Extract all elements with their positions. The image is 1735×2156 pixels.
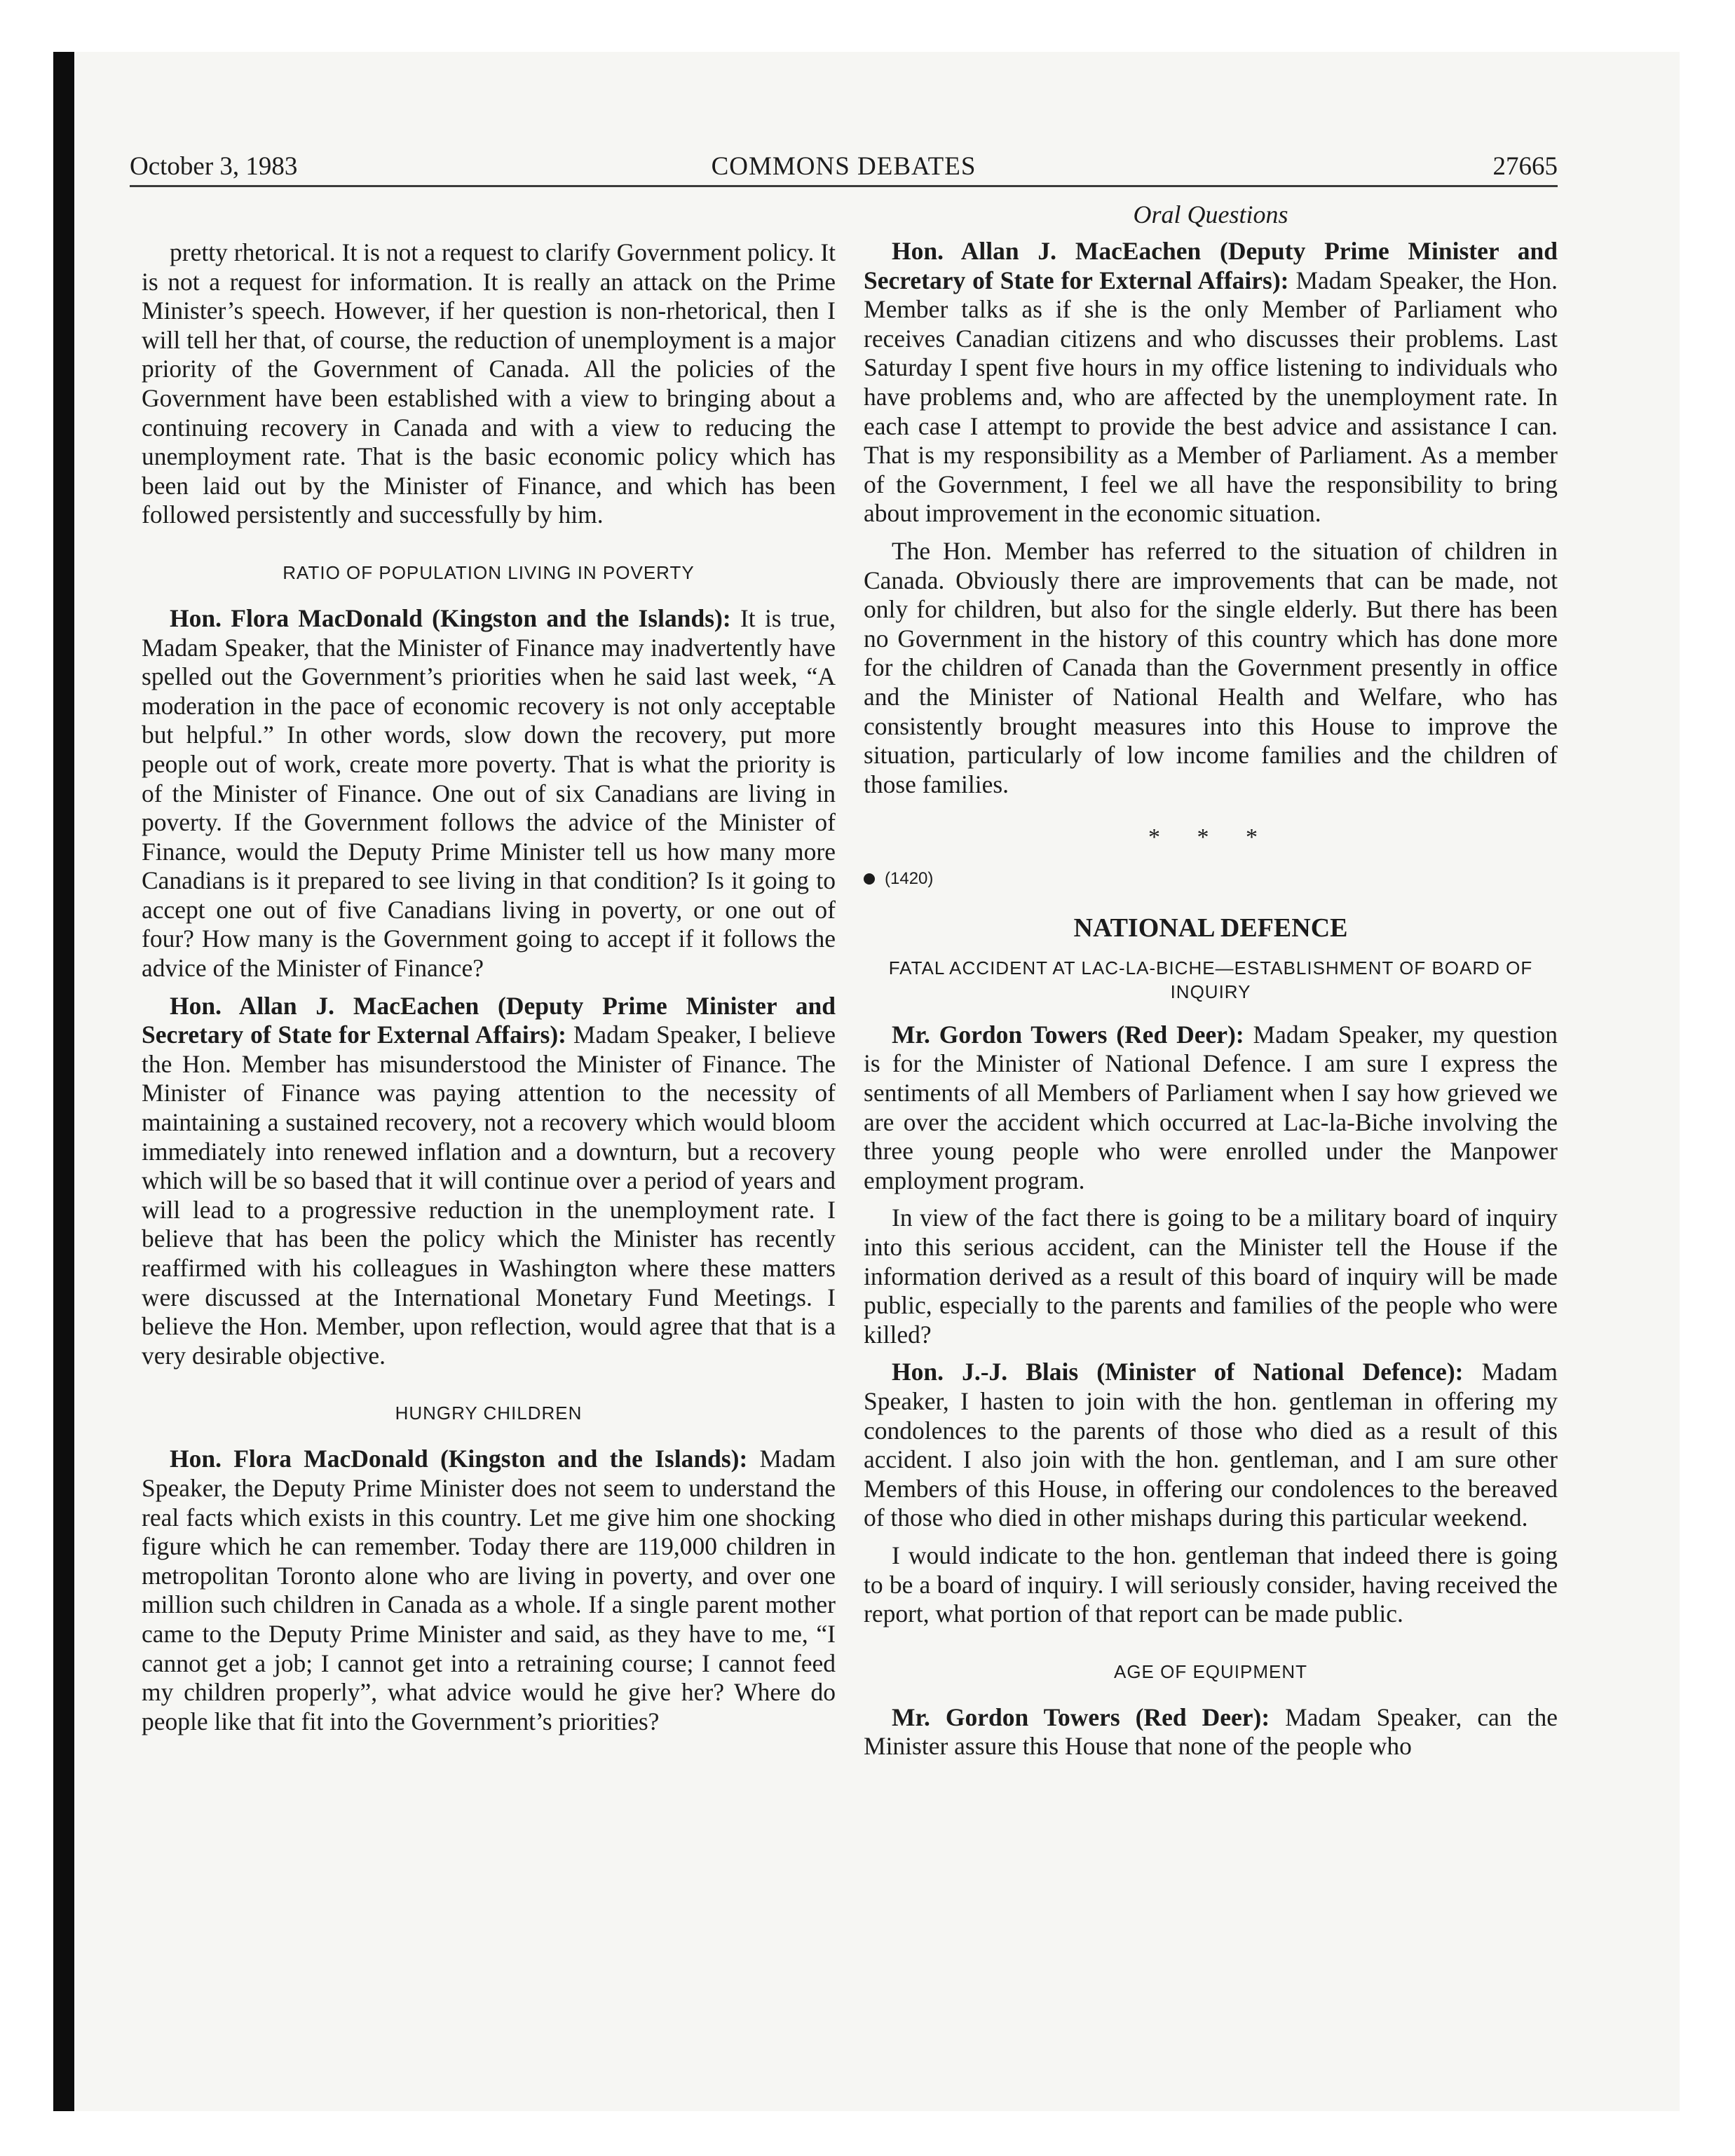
header-rule xyxy=(130,185,1558,187)
speaker-name: Mr. Gordon Towers (Red Deer): xyxy=(892,1020,1244,1049)
paragraph xyxy=(864,1703,1558,1761)
header-title: COMMONS DEBATES xyxy=(711,152,977,181)
speaker-name: Hon. Allan J. MacEachen (Deputy Prime Minister and Secretary of State for External Affairs): xyxy=(864,237,1558,294)
section-title: NATIONAL DEFENCE xyxy=(1073,913,1348,943)
speaker-name: Hon. Flora MacDonald (Kingston and the Islands): xyxy=(170,603,731,632)
speech-text: Madam Speaker, my question is for the Minister of National Defence. I am sure I express the sentiments of all Members of Parliament when I say how grieved we are over the accident which occurred at Lac-la-Biche involving the three young people who were enrolled under the Manpower employment program. xyxy=(864,1020,1558,1194)
speaker-name: Hon. Flora MacDonald (Kingston and the Islands): xyxy=(170,1445,748,1473)
right-column xyxy=(864,199,1558,1770)
speech-text: It is true, Madam Speaker, that the Minister of Finance may inadvertently have spelled out the Government’s priorities when he said last week, “A moderation in the pace of economic recovery is not only acceptable but helpful.” In other words, slow down the recovery, put more people out of work, create more poverty. That is what the priority is of the Minister of Finance. One out of six Canadians are living in poverty. If the Government follows the advice of the Minister of Finance, would the Deputy Prime Minister tell us how many more Canadians is it prepared to see living in that condition? Is it going to accept one out of five Canadians living in poverty, or one out of four? How many is the Government going to accept if it follows the advice of the Minister of Finance? xyxy=(142,603,836,983)
speech-text: Madam Speaker, can the Minister assure this House that none of the people who xyxy=(864,1703,1558,1761)
subheading-hungry-children: HUNGRY CHILDREN xyxy=(395,1403,583,1424)
speech-text: Madam Speaker, I hasten to join with the hon. gentleman in offering my condolences to the parents of those who died as a result of this accident. I also join with the hon. gentleman, and I am sure other Members of this House, in offering our condolences to the bereaved of those who died in other mishaps during this particular weekend. xyxy=(864,1358,1558,1532)
paragraph: I would indicate to the hon. gentleman that indeed there is going to be a board of inquiry. I will seriously consider, having received the report, what portion of that report can be made public. xyxy=(864,1541,1558,1628)
header-date: October 3, 1983 xyxy=(130,152,298,181)
subheading-poverty-ratio: RATIO OF POPULATION LIVING IN POVERTY xyxy=(283,561,695,583)
running-head: Oral Questions xyxy=(1133,200,1288,228)
subheading-age-of-equipment: AGE OF EQUIPMENT xyxy=(1113,1660,1308,1682)
speaker-name: Hon. Allan J. MacEachen (Deputy Prime Minister and Secretary of State for External Affairs): xyxy=(142,991,836,1049)
binding-edge xyxy=(53,52,74,2111)
paragraph: In view of the fact there is going to be a military board of inquiry into this serious accident, can the Minister tell the House if the information derived as a result of this board of inquiry will be made public, especially to the parents and families of the people who were killed? xyxy=(864,1203,1558,1349)
paragraph: The Hon. Member has referred to the situation of children in Canada. Obviously there are improvements that can be made, not only for children, but also for the single elderly. But there has been no Government in the history of this country which has done more for the children of Canada than the Government presently in office and the Minister of National Health and Welfare, who has consistently brought measures into this House to improve the situation, particularly of low income families and the children of those families. xyxy=(864,536,1558,798)
paragraph xyxy=(142,604,836,983)
speaker-name: Hon. J.-J. Blais (Minister of National Defence): xyxy=(892,1358,1464,1386)
section-separator: * * * xyxy=(1148,824,1273,851)
page-header xyxy=(130,149,1558,185)
paragraph xyxy=(864,237,1558,528)
paragraph xyxy=(142,992,836,1371)
paragraph: pretty rhetorical. It is not a request to clarify Government policy. It is not a request for information. It is really an attack on the Prime Minister’s speech. However, if her question is non-rhetorical, then I will tell her that, of course, the reduction of unemployment is a major priority of the Government of Canada. All the policies of the Government have been established with a view to bringing about a continuing recovery in Canada and with a view to reducing the unemployment rate. That is the basic economic policy which has been laid out by the Minister of Finance, and which has been followed persistently and successfully by him. xyxy=(142,238,836,529)
paragraph xyxy=(864,1358,1558,1533)
bullet-icon xyxy=(864,873,875,885)
time-marker xyxy=(864,865,1558,893)
left-column xyxy=(142,238,836,1745)
speech-text: Madam Speaker, the Deputy Prime Minister does not seem to understand the real facts which exists in this country. Let me give him one shocking figure which he can remember. Today there are 119,000 children in metropolitan Toronto alone who are living in poverty, and over one million such children in Canada as a whole. If a single parent mother came to the Deputy Prime Minister and said, as they have to me, “I cannot get a job; I cannot get into a retraining course; I cannot feed my children properly”, what advice would he give her? Where do people like that fit into the Government’s priorities? xyxy=(142,1445,836,1735)
speaker-name: Mr. Gordon Towers (Red Deer): xyxy=(892,1703,1270,1731)
paragraph xyxy=(142,1445,836,1736)
paragraph xyxy=(864,1021,1558,1196)
subheading-fatal-accident: FATAL ACCIDENT AT LAC-LA-BICHE—ESTABLISHMENT OF BOARD OF INQUIRY xyxy=(888,957,1533,1002)
speech-text: Madam Speaker, I believe the Hon. Member has misunderstood the Minister of Finance. The Minister of Finance was paying attention to the necessity of maintaining a sustained recovery, not a recovery which would bloom immediately into renewed inflation and a downturn, but a recovery which will be so based that it will continue over a period of years and will lead to a progressive reduction in the unemployment rate. I believe that has been the policy which the Minister has recently reaffirmed with his colleagues in Washington where these matters were discussed at the International Monetary Fund Meetings. I believe the Hon. Member, upon reflection, would agree that that is a very desirable objective. xyxy=(142,1021,836,1370)
time-marker-text: (1420) xyxy=(885,868,934,888)
header-page-number: 27665 xyxy=(1492,152,1558,181)
speech-text: Madam Speaker, the Hon. Member talks as if she is the only Member of Parliament who receives Canadian citizens and who discusses their problems. Last Saturday I spent five hours in my office listening to individuals who have problems and, who are affected by the unemployment rate. In each case I attempt to provide the best advice and assistance I can. That is my responsibility as a Member of Parliament. As a member of the Government, I feel we all have the responsibility to bring about improvement in the economic situation. xyxy=(864,266,1558,528)
